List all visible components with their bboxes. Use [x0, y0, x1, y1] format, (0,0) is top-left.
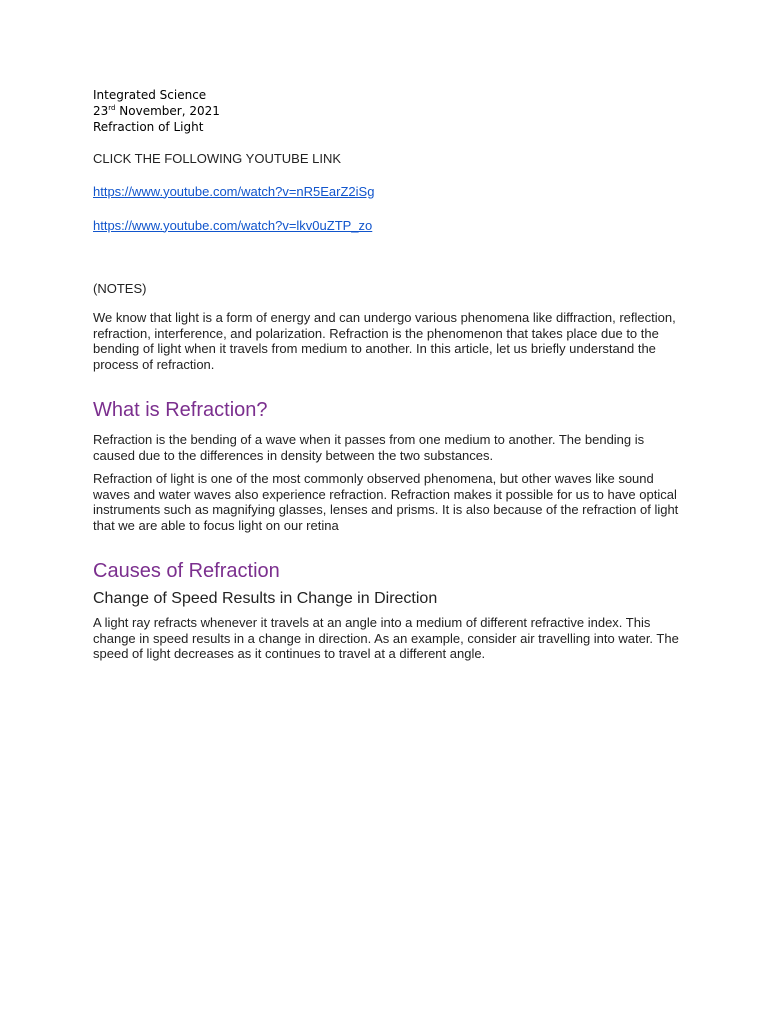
youtube-link-1[interactable]: https://www.youtube.com/watch?v=nR5EarZ2iSg — [93, 183, 375, 199]
section-heading-causes-of-refraction: Causes of Refraction — [93, 560, 280, 582]
link-row-2 — [93, 217, 683, 235]
intro-paragraph: We know that light is a form of energy and can undergo various phenomena like diffraction, reflection, refraction, interference, and polarization. Refraction is the phenomenon that takes place due to the bending of light when it travels from medium to another. In this article, let us briefly understand the process of refraction. — [93, 310, 676, 372]
instruction-text: CLICK THE FOLLOWING YOUTUBE LINK — [93, 151, 342, 166]
link-row-1 — [93, 183, 683, 201]
section1-paragraph-1: Refraction is the bending of a wave when it passes from one medium to another. The bending is caused due to the differences in density between the two substances. — [93, 432, 645, 463]
subject-line: Integrated Science — [93, 88, 207, 102]
section-heading-what-is-refraction: What is Refraction? — [93, 399, 268, 421]
date-day: 23 — [93, 104, 109, 118]
section1-paragraph-2: Refraction of light is one of the most commonly observed phenomena, but other waves like sound waves and water waves also experience refraction. Refraction makes it possible for us to have optical instruments such as magnifying glasses, lenses and prisms. It is also because of the refraction of light that we are able to focus light on our retina — [93, 471, 679, 533]
date-line — [93, 103, 683, 119]
section2-paragraph: A light ray refracts whenever it travels at an angle into a medium of different refractive index. This change in speed results in a change in direction. As an example, consider air travelling into water. The speed of light decreases as it continues to travel at a different angle. — [93, 615, 679, 661]
youtube-link-2[interactable]: https://www.youtube.com/watch?v=lkv0uZTP_zo — [93, 217, 373, 233]
notes-label: (NOTES) — [93, 280, 147, 296]
date-ordinal: rd — [108, 104, 116, 112]
document-header — [93, 87, 683, 135]
topic-line: Refraction of Light — [93, 120, 204, 134]
document-page — [93, 87, 683, 670]
subheading-change-of-speed: Change of Speed Results in Change in Direction — [93, 590, 438, 607]
date-rest: November, 2021 — [115, 104, 220, 118]
